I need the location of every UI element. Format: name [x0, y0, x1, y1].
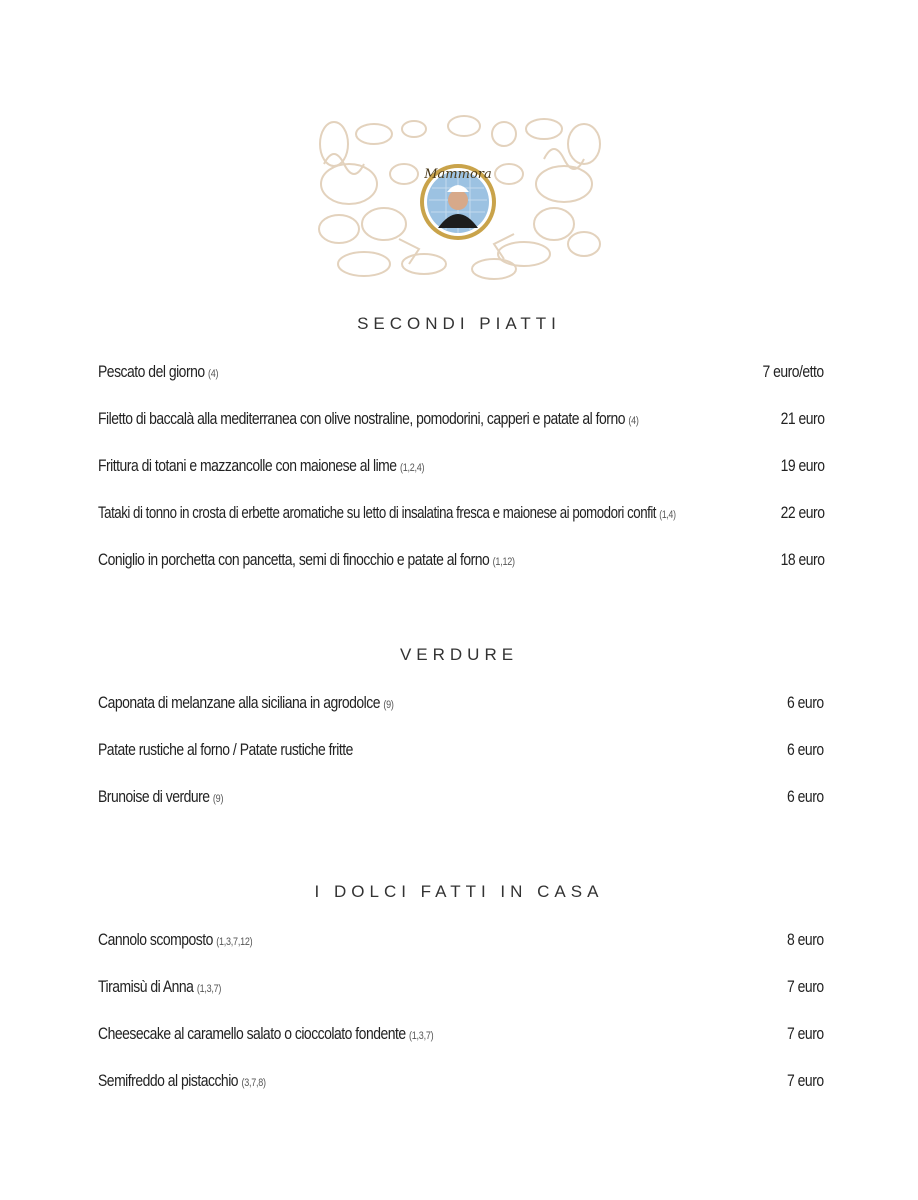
item-price: 18 euro: [780, 550, 824, 569]
item-allergens: (1,4): [659, 509, 676, 521]
item-price: 8 euro: [787, 930, 824, 949]
item-price: 22 euro: [780, 503, 824, 522]
menu-item: [98, 930, 824, 960]
menu-item: [98, 693, 824, 723]
item-allergens: (9): [383, 699, 394, 711]
menu-item: [98, 409, 824, 439]
menu-item: [98, 1024, 824, 1054]
item-price: 7 euro: [787, 977, 824, 996]
menu-item: [98, 977, 824, 1007]
menu-item: [98, 740, 824, 770]
section-title: SECONDI PIATTI: [357, 314, 561, 333]
item-allergens: (1,3,7): [409, 1030, 434, 1042]
item-name: Tataki di tonno in crosta di erbette aromatiche su letto di insalatina fresca e maionese ai pomodori confit: [98, 503, 657, 522]
item-allergens: (3,7,8): [241, 1077, 266, 1089]
item-allergens: (4): [628, 415, 639, 427]
item-allergens: (4): [207, 368, 219, 380]
item-allergens: (1,12): [492, 556, 515, 568]
menu-item: [98, 550, 824, 580]
item-price: 6 euro: [787, 740, 824, 759]
item-name: Semifreddo al pistacchio: [98, 1071, 239, 1090]
item-price: 7 euro: [787, 1071, 824, 1090]
item-price: 6 euro: [787, 693, 824, 712]
item-name: Caponata di melanzane alla siciliana in agrodolce: [98, 693, 381, 712]
item-name: Cheesecake al caramello salato o cioccolato fondente: [98, 1024, 406, 1043]
item-allergens: (1,2,4): [399, 462, 425, 474]
menu-item: [98, 503, 824, 533]
item-price: 21 euro: [780, 409, 824, 428]
item-price: 7 euro: [787, 1024, 824, 1043]
item-price: 19 euro: [780, 456, 824, 475]
item-name: Coniglio in porchetta con pancetta, semi di finocchio e patate al forno: [98, 550, 490, 569]
restaurant-logo: [304, 104, 612, 286]
item-price: 7 euro/etto: [762, 362, 824, 381]
item-price: 6 euro: [787, 787, 824, 806]
item-name: Filetto di baccalà alla mediterranea con olive nostraline, pomodorini, capperi e patate al forno: [98, 409, 625, 428]
item-name: Cannolo scomposto: [98, 930, 213, 949]
item-name: Frittura di totani e mazzancolle con maionese al lime: [98, 456, 397, 475]
menu-item: [98, 1071, 824, 1101]
seafood-sketch-icon: [304, 104, 612, 286]
menu-item: [98, 362, 824, 392]
menu-item: [98, 456, 824, 486]
item-name: Tiramisù di Anna: [98, 977, 194, 996]
item-allergens: (1,3,7): [196, 983, 222, 995]
item-name: Patate rustiche al forno / Patate rustiche fritte: [98, 740, 353, 759]
section-title: I DOLCI FATTI IN CASA: [314, 882, 604, 901]
section-title: VERDURE: [399, 645, 519, 664]
svg-text:Mammora: Mammora: [424, 167, 492, 182]
menu-item: [98, 787, 824, 817]
item-name: Brunoise di verdure: [98, 787, 210, 806]
item-allergens: (1,3,7,12): [216, 936, 253, 948]
item-name: Pescato del giorno: [98, 362, 205, 381]
item-allergens: (9): [212, 793, 224, 805]
